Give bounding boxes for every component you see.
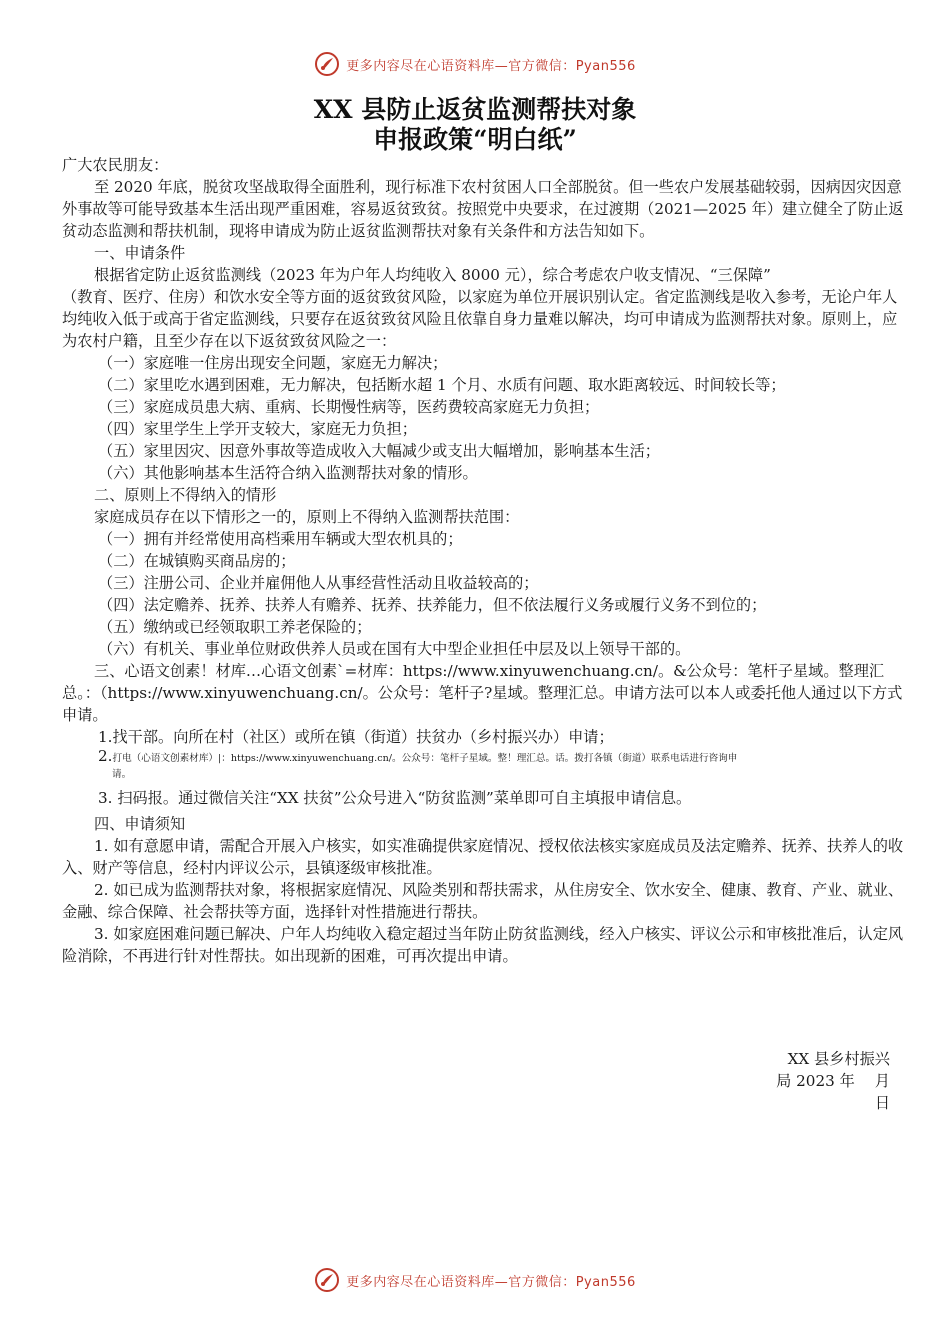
list-item: （一）家庭唯一住房出现安全问题，家庭无力解决；	[98, 354, 448, 372]
notice-paragraph: 1. 如有意愿申请，需配合开展入户核实，如实准确提供家庭情况、授权依法核实家庭成员及法定赡养、抚养、扶养人的收入、财产等信息，经村内评议公示，县镇逐级审核批准。	[62, 837, 904, 877]
list-item: （三）家庭成员患大病、重病、长期慢性病等，医药费较高家庭无力负担；	[98, 398, 600, 416]
section1-para-b: （教育、医疗、住房）和饮水安全等方面的返贫致贫风险，以家庭为单位开展识别认定。省定监测线是收入参考，无论户年人均纯收入低于或高于省定监测线，只要存在返贫致贫风险且依靠自身力量难以解决，均可申请成为监测帮扶对象。原则上，应为农村户籍，且至少存在以下返贫致贫风险之一：	[62, 288, 898, 350]
doc-title-line1: XX 县防止返贫监测帮扶对象	[313, 95, 637, 124]
banner-text: 更多内容尽在心语资料库—官方微信：Pyan556	[346, 1274, 636, 1290]
list-item: （六）其他影响基本生活符合纳入监测帮扶对象的情形。	[98, 464, 478, 482]
method-item-2-text: 打电（心语文创素材库）|：https://www.xinyuwenchuang.cn/。公众号：笔杆子星域。整！理汇总。话。拨打各镇（街道）联系电话进行咨询申	[112, 753, 738, 764]
doc-title-line2: 申报政策“明白纸”	[373, 125, 577, 154]
header-banner[interactable]	[0, 50, 950, 78]
list-item: （二）家里吃水遇到困难，无力解决，包括断水超 1 个月、水质有问题、取水距离较远、时间较长等；	[98, 376, 786, 394]
section3-heading: 三、心语文创素！材库…心语文创素`=材库：https://www.xinyuwenchuang.cn/。&公众号：笔杆子星域。整理汇总。：（https://www.xinyuwenchuang.cn/。公众号：笔杆子?星域。整理汇总。申请方法可以本人或委托他人通过以下方式申请。	[62, 662, 903, 724]
greeting: 广大农民朋友：	[62, 156, 169, 174]
signature-day: 日	[874, 1094, 890, 1112]
intro-paragraph: 至 2020 年底，脱贫攻坚战取得全面胜利，现行标准下农村贫困人口全部脱贫。但一些农户发展基础较弱，因病因灾因意外事故等可能导致基本生活出现严重困难，容易返贫致贫。按照党中央要求，在过渡期（2021—2025 年）建立健全了防止返贫动态监测和帮扶机制，现将申请成为防止返贫监测帮扶对象有关条件和方法告知如下。	[62, 178, 904, 240]
section1-heading: 一、申请条件	[94, 244, 186, 262]
list-item: （五）家里因灾、因意外事故等造成收入大幅减少或支出大幅增加，影响基本生活；	[98, 442, 660, 460]
brush-logo-icon	[314, 1267, 340, 1293]
list-item: （一）拥有并经常使用高档乘用车辆或大型农机具的；	[98, 530, 463, 548]
method-item-3: 3. 扫码报。通过微信关注“XX 扶贫”公众号进入“防贫监测”菜单即可自主填报申请信息。	[98, 789, 692, 807]
method-item-2	[62, 748, 904, 767]
section4-heading: 四、申请须知	[94, 815, 186, 833]
method-item-1: 1.找干部。向所在村（社区）或所在镇（街道）扶贫办（乡村振兴办）申请；	[98, 728, 614, 746]
footer-banner[interactable]	[0, 1266, 950, 1294]
notice-paragraph: 2. 如已成为监测帮扶对象，将根据家庭情况、风险类别和帮扶需求，从住房安全、饮水安全、健康、教育、产业、就业、金融、综合保障、社会帮扶等方面，选择针对性措施进行帮扶。	[62, 881, 904, 921]
section2-lead: 家庭成员存在以下情形之一的，原则上不得纳入监测帮扶范围：	[94, 508, 520, 526]
list-item: （二）在城镇购买商品房的；	[98, 552, 296, 570]
list-item: （四）法定赡养、抚养、扶养人有赡养、抚养、扶养能力，但不依法履行义务或履行义务不到位的；	[98, 596, 767, 614]
brush-logo-icon	[314, 51, 340, 77]
list-item: （四）家里学生上学开支较大，家庭无力负担；	[98, 420, 417, 438]
signature-block	[720, 1048, 890, 1114]
list-item: （三）注册公司、企业并雇佣他人从事经营性活动且收益较高的；	[98, 574, 539, 592]
list-item: （六）有机关、事业单位财政供养人员或在国有大中型企业担任中层及以上领导干部的。	[98, 640, 691, 658]
section2-heading: 二、原则上不得纳入的情形	[94, 486, 277, 504]
notice-paragraph: 3. 如家庭困难问题已解决、户年人均纯收入稳定超过当年防止防贫监测线，经入户核实、评议公示和审核批准后，认定风险消除，不再进行针对性帮扶。如出现新的困难，可再次提出申请。	[62, 925, 904, 965]
method-item-2-cont: 请。	[112, 769, 132, 780]
signature-org: XX 县乡村振兴	[787, 1050, 890, 1068]
method-item-2-num: 2.	[98, 747, 113, 765]
signature-date: 局 2023 年 月	[776, 1072, 890, 1090]
list-item: （五）缴纳或已经领取职工养老保险的；	[98, 618, 372, 636]
doc-body	[62, 154, 904, 967]
section1-para-a: 根据省定防止返贫监测线（2023 年为户年人均纯收入 8000 元），综合考虑农户收支情况、“三保障”	[94, 266, 771, 284]
banner-text: 更多内容尽在心语资料库—官方微信：Pyan556	[346, 58, 636, 74]
